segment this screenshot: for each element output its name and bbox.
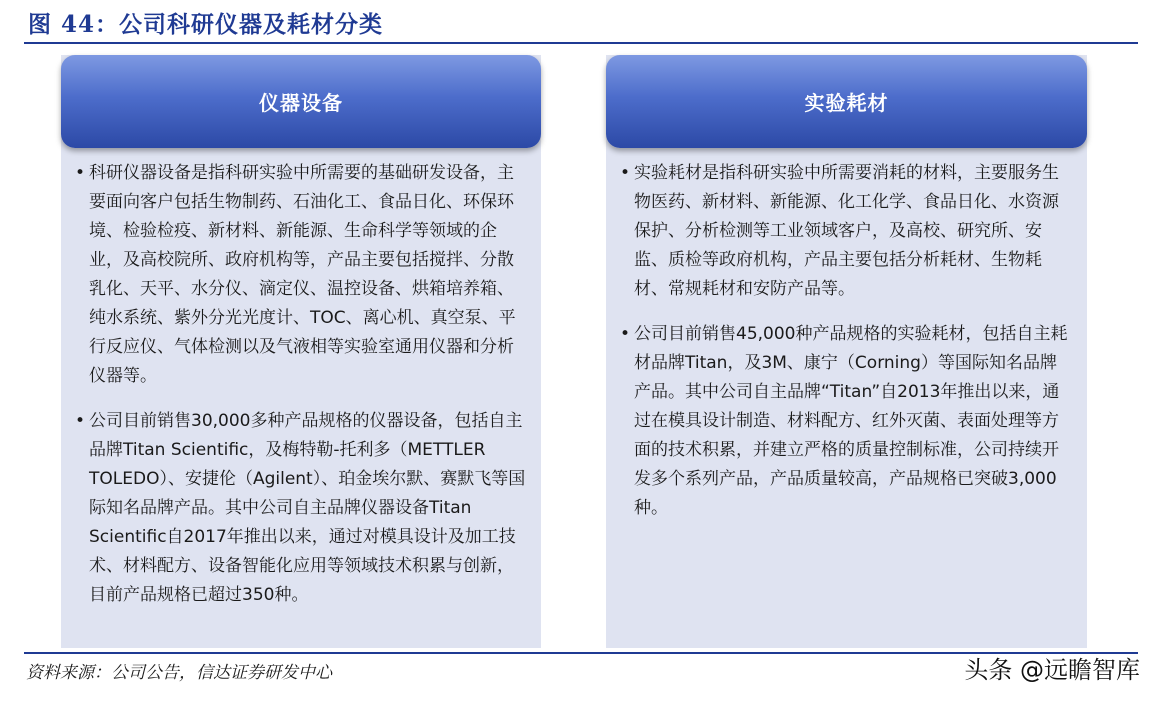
title-divider (24, 42, 1138, 44)
figure-title: 图 44：公司科研仪器及耗材分类 (28, 11, 384, 38)
instruments-panel-body (75, 159, 527, 626)
list-item (75, 159, 527, 391)
bullet-text: 公司目前销售30,000多种产品规格的仪器设备，包括自主品牌Titan Scientific，及梅特勒-托利多（METTLER TOLEDO）、安捷伦（Agilent）、珀金埃尔默、赛默飞等国际知名品牌产品。其中公司自主品牌仪器设备Titan Scientific自2017年推出以来，通过对模具设计及加工技术、材料配方、设备智能化应用等领域技术积累与创新，目前产品规格已超过350种。 (89, 411, 526, 605)
watermark: 头条 @远瞻智库 (964, 656, 1140, 684)
bullet-icon: • (75, 411, 86, 431)
bullet-icon: • (620, 324, 631, 344)
source-note: 资料来源：公司公告，信达证券研发中心 (26, 663, 332, 683)
bullet-text: 实验耗材是指科研实验中所需要消耗的材料，主要服务生物医药、新材料、新能源、化工化学、食品日化、水资源保护、分析检测等工业领域客户，及高校、研究所、安监、质检等政府机构，产品主要包括分析耗材、生物耗材、常规耗材和安防产品等。 (634, 163, 1059, 299)
instruments-panel (61, 55, 541, 648)
consumables-panel-header (606, 55, 1087, 148)
instruments-panel-title: 仪器设备 (259, 91, 343, 115)
bullet-icon: • (620, 163, 631, 183)
bullet-icon: • (75, 163, 86, 183)
list-item (620, 159, 1073, 304)
consumables-panel-title: 实验耗材 (804, 91, 889, 115)
bullet-text: 公司目前销售45,000种产品规格的实验耗材，包括自主耗材品牌Titan，及3M、康宁（Corning）等国际知名品牌产品。其中公司自主品牌“Titan”自2013年推出以来，通过在模具设计制造、材料配方、红外灭菌、表面处理等方面的技术积累，并建立严格的质量控制标准，公司持续开发多个系列产品，产品质量较高，产品规格已突破3,000种。 (634, 324, 1068, 518)
consumables-panel-body (620, 159, 1073, 539)
list-item (620, 320, 1073, 523)
consumables-panel (606, 55, 1087, 648)
instruments-panel-header (61, 55, 541, 148)
bullet-text: 科研仪器设备是指科研实验中所需要的基础研发设备，主要面向客户包括生物制药、石油化工、食品日化、环保环境、检验检疫、新材料、新能源、生命科学等领域的企业，及高校院所、政府机构等，产品主要包括搅拌、分散乳化、天平、水分仪、滴定仪、温控设备、烘箱培养箱、纯水系统、紫外分光光度计、TOC、离心机、真空泵、平行反应仪、气体检测以及气液相等实验室通用仪器和分析仪器等。 (89, 163, 516, 386)
list-item (75, 407, 527, 610)
